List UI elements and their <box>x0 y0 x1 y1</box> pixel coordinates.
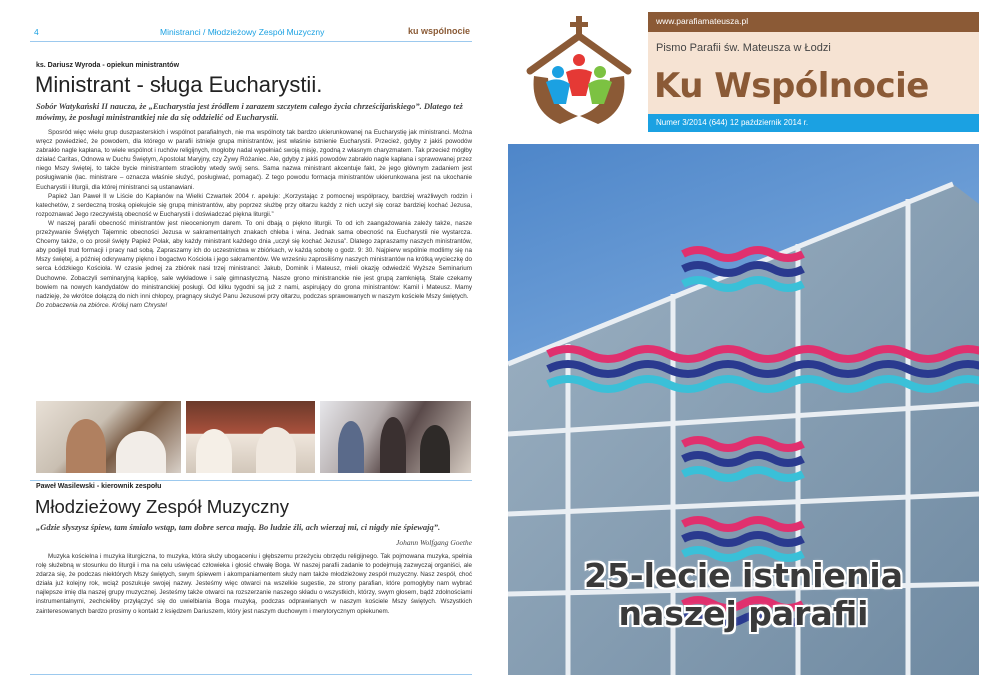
cover-headline-line1: 25-lecie istnienia <box>583 556 904 595</box>
article1-body <box>36 128 472 310</box>
article1-paragraph: Papież Jan Paweł II w Liście do Kapłanów na Wielki Czwartek 2004 r. apeluje: „Korzystając z pomocnej współpracy, bardziej wrażliwych rodzin i katechetów, z serdeczną troską opiekujcie się grupą ministrantów, aby poprzez służbę przy ołtarzu każdy z nich uczył się coraz bardziej kochać Jezusa, rozpoznawać Jego rzeczywistą obecność w Eucharystii i doświadczać piękna liturgii.” <box>36 192 472 218</box>
photo-ministrants-altar <box>186 401 315 473</box>
footer-divider <box>30 674 472 675</box>
article2-body <box>36 552 472 616</box>
article2-author: Paweł Wasilewski - kierownik zespołu <box>36 483 162 490</box>
cover-photo-church-facade <box>508 144 979 675</box>
photo-youth-group <box>320 401 471 473</box>
article1-paragraph: W naszej parafii obecność ministrantów jest nieocenionym darem. To oni dbają o piękno liturgii. To od ich zaangażowania zależy także, nasze przeżywanie Świętych Tajemnic obecności Jezusa w sakramentalnych znakach chleba i wina. Jednak sama obecność na Eucharystii nie wystarcza. Chcemy także, o co prosił święty Papież Polak, aby każdy ministrant każdego dnia „uczył się kochać Jezusa”. Dlatego zapraszamy naszych ministrantów, aby podjęli trud formacji i pracy nad sobą. Zapraszamy ich do uczestnictwa w zbiórkach, w każdą sobotę o godz. 9: 30. Najpierw wspólnie modlimy się na Mszy świętej, a później odkrywamy piękno i bogactwo Kościoła i jego sakramentów. We wrześniu zaprosiliśmy naszych ministrantów na krótką wycieczkę do serca Łódzkiego Kościoła. W czasie jednej za zbiórek nasi trzej ministranci: Jakub, Dominik i Mateusz, mieli okazję odwiedzić Wyższe Seminarium Duchowne. Zobaczyli seminaryjną kaplicę, sale wykładowe i salę gimnastyczną. Nasze grono ministranckie nie jest grupą zamkniętą. Stale czekamy bowiem na nowych kandydatów do ministranckiej posługi. Od kilku tygodni są już z nami, aspirujący do grona ministrantów: Kamil i Mateusz. Mamy nadzieję, że wkrótce dołączą do nich inni chłopcy, pragnący służyć Panu Jezusowi przy ołtarzu, podczas sprawowanych w naszym kościele Mszy świętych. <box>36 219 472 300</box>
photo-ministrant-reading <box>36 401 181 473</box>
section-divider <box>30 480 472 481</box>
article1-lead: Sobór Watykański II naucza, że „Eucharystia jest źródłem i zarazem szczytem całego życia chrześcijańskiego”. Dlatego też mówimy, że posługi ministrantkiej nie da się oddzielić od Eucharystii. <box>36 101 463 122</box>
section-title: Ministranci / Młodzieżowy Zespół Muzyczny <box>160 27 325 37</box>
website-url-bar <box>648 12 979 32</box>
header-divider <box>30 41 472 42</box>
article1-paragraph: Sposród więc wielu grup duszpasterskich i wspólnot parafialnych, nie ma wspólnoty tak bardzo ukierunkowanej na Eucharystię jak ministranci. Można wręcz powiedzieć, że powodem, dla którego w parafii istnieje grupa ministrantów, jest właśnie istnienie Eucharystii. Przecież, gdyby z jakiś powodów zabrakło nagle kapłana, to wiele wspólnot i ruchów religijnych, mogłoby nadal wypełniać swoją misję, zgodną z własnym charyzmatem. Tak przecież mógłby działać Caritas, Odnowa w Duchu Świętym, Apostolat Maryjny, czy Żywy Różaniec. Ale, gdyby z jakiś powodów zabrakło nagle kapłana i sprawowanej przez niego Mszy świętej, to także bycie ministrantem straciłoby wtedy swój sens. Sama nazwa ministrant akcentuje fakt, że jego głównym zadaniem jest posługiwanie (łac. ministrare – oznacza właśnie służyć, posługiwać, pomagać). Z tego powodu formacja ministrantów ukierunkowana jest na ukochanie Eucharystii i liturgii, dla której ministranci są ustanawiani. <box>36 129 472 191</box>
issue-bar <box>648 114 979 132</box>
issue-info: Numer 3/2014 (644) 12 październik 2014 r. <box>656 118 809 127</box>
cover-headline-line2: naszej parafii <box>618 594 869 633</box>
article1-author: ks. Dariusz Wyroda - opiekun ministrantów <box>36 62 180 69</box>
page-number: 4 <box>34 27 39 37</box>
right-page <box>496 0 992 687</box>
masthead-label: ku wspólnocie <box>407 26 470 36</box>
article2-quote-author: Johann Wolfgang Goethe <box>396 538 472 547</box>
page-header <box>30 27 472 41</box>
publication-subtitle: Pismo Parafii św. Mateusza w Łodzi <box>656 42 831 54</box>
article1-title: Ministrant - sługa Eucharystii. <box>35 72 323 97</box>
parish-logo <box>520 16 640 136</box>
article2-title: Młodzieżowy Zespół Muzyczny <box>35 496 289 517</box>
publication-title: Ku Wspólnocie <box>654 66 929 106</box>
article1-closing: Do zobaczenia na zbiórce. Króluj nam Chryste! <box>36 301 168 309</box>
article2-quote: „Gdzie słyszysz śpiew, tam śmiało wstąp, tam dobre serca mają. Bo ludzie źli, ach wierzaj mi, ci nigdy nie śpiewają”. <box>36 522 441 532</box>
article2-paragraph: Muzyka kościelna i muzyka liturgiczna, to muzyka, która służy ubogaceniu i głębszemu przeżyciu obrzędu religijnego. Tak pojmowana muzyka, spełnia rolę służebną w stosunku do liturgii i ma na celu uświęcać człowieka i głosić chwałę Boga. W naszej parafii zadanie to podejmują zazwyczaj organiści, ale zdarza się, że podczas niektórych Mszy świętych, swym śpiewem i akompaniamentem służy nam także młodzieżowy zespół muzyczny. Nasz zespół, choć działa już kolejny rok, wciąż poszukuje swojej nazwy. Jesteśmy więc otwarci na wszelkie sugestie, ze strony parafian, które pomogłyby nam wybrać najlepsze imię dla naszej grupy muzycznej. Jesteśmy także otwarci na rozszerzanie naszego składu o wszystkich, którzy, swym głosem, bądź zdolnościami instrumentalnymi, zechcieliby przyłączyć się do uwielbiania Boga muzyką, podczas odprawianych w naszym kościele Mszy świętych. Wszystkich zainteresowanych bardzo prosimy o kontakt z księdzem Dariuszem, który jest naszym duchowym i merytorycznym opiekunem. <box>36 553 472 615</box>
website-url: www.parafiamateusza.pl <box>656 16 749 26</box>
